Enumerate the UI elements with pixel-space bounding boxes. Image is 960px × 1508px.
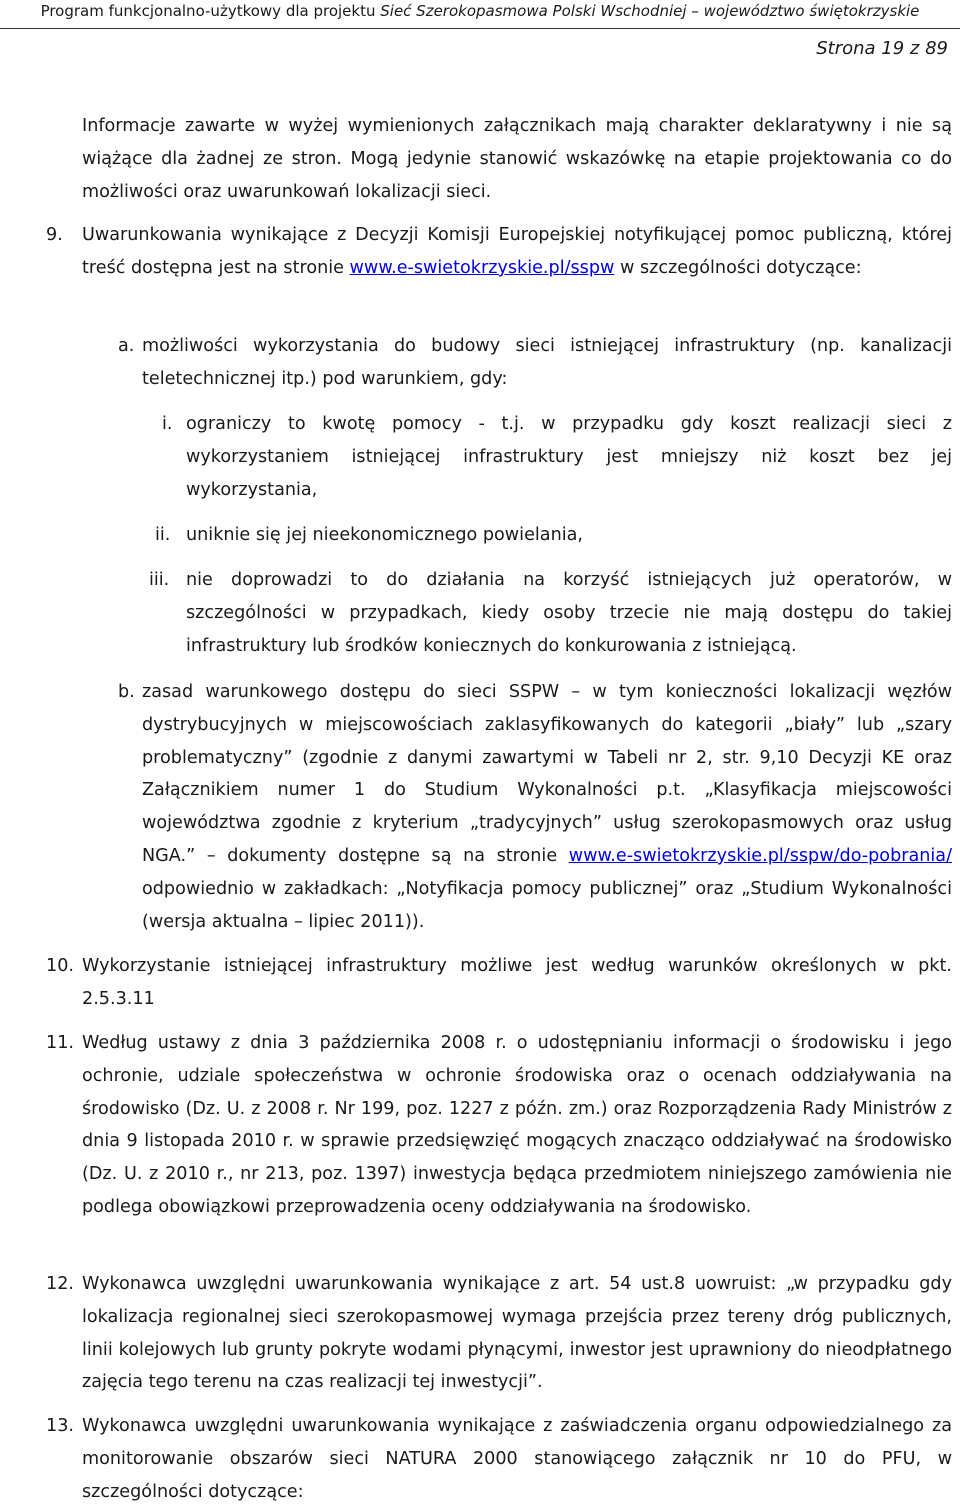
item-9a-text: możliwości wykorzystania do budowy sieci istniejącej infrastruktury (np. kanalizacji teletechnicznej itp.) pod warunkiem, gdy: bbox=[142, 336, 952, 389]
item-10-number: 10. bbox=[46, 956, 74, 976]
item-13-number: 13. bbox=[46, 1416, 74, 1436]
page-header bbox=[0, 0, 960, 29]
sspw-link[interactable]: www.e-swietokrzyskie.pl/sspw bbox=[349, 257, 615, 278]
item-12-text: Wykonawca uwzględni uwarunkowania wynikające z art. 54 ust.8 uowruist: „w przypadku gdy lokalizacja regionalnej sieci szerokopasmowej wymaga przejścia przez tereny dróg publicznych, linii kolejowych lub grunty pokryte wodami płynącymi, inwestor jest uprawniony do nieodpłatnego zajęcia tego terenu na czas realizacji tej inwestycji”. bbox=[82, 1274, 952, 1393]
item-9a-iii-label: iii. bbox=[149, 570, 170, 590]
page-number: Strona 19 z 89 bbox=[816, 38, 948, 59]
item-9-text bbox=[82, 219, 952, 285]
download-link[interactable]: www.e-swietokrzyskie.pl/sspw/do-pobrania/ bbox=[568, 845, 952, 866]
item-10-text: Wykorzystanie istniejącej infrastruktury możliwe jest według warunków określonych w pkt. 2.5.3.11 bbox=[82, 956, 952, 1009]
item-9a-ii-label: ii. bbox=[155, 525, 171, 545]
intro-paragraph: Informacje zawarte w wyżej wymienionych załącznikach mają charakter deklaratywny i nie są wiążące dla żadnej ze stron. Mogą jedynie stanowić wskazówkę na etapie projektowania co do możliwości oraz uwarunkowań lokalizacji sieci. bbox=[82, 116, 952, 202]
item-9-text-after: w szczególności dotyczące: bbox=[614, 257, 862, 278]
header-project: Sieć Szerokopasmowa Polski Wschodniej – województwo świętokrzyskie bbox=[380, 2, 920, 20]
item-9a-i-text: ograniczy to kwotę pomocy - t.j. w przypadku gdy koszt realizacji sieci z wykorzystaniem istniejącej infrastruktury jest mniejszy niż koszt bez jej wykorzystania, bbox=[186, 414, 952, 500]
header-prefix: Program funkcjonalno-użytkowy dla projektu bbox=[40, 2, 381, 20]
item-9a-iii-text: nie doprowadzi to do działania na korzyść istniejących już operatorów, w szczególności w przypadkach, kiedy osoby trzecie nie mają dostępu do takiej infrastruktury lub środków koniecznych do konkurowania z istniejącą. bbox=[186, 570, 952, 656]
item-9-text-before: Uwarunkowania wynikające z Decyzji Komisji Europejskiej notyfikującej pomoc publiczną, której treść dostępna jest na stronie bbox=[82, 225, 952, 278]
item-9-number: 9. bbox=[46, 225, 63, 245]
item-9b-label: b. bbox=[118, 682, 135, 702]
item-11-number: 11. bbox=[46, 1033, 74, 1053]
item-9a-label: a. bbox=[118, 336, 135, 356]
item-9a-i-label: i. bbox=[162, 414, 173, 434]
item-12-number: 12. bbox=[46, 1274, 74, 1294]
item-9b-text bbox=[142, 676, 952, 938]
item-9b-text-before: zasad warunkowego dostępu do sieci SSPW – w tym konieczności lokalizacji węzłów dystrybucyjnych w miejscowościach zaklasyfikowanych do kategorii „biały” lub „szary problematyczny” (zgodnie z danymi zawartymi w Tabeli nr 2, str. 9,10 Decyzji KE oraz Załącznikiem numer 1 do Studium Wykonalności p.t. „Klasyfikacja miejscowości województwa zgodnie z kryterium „tradycyjnych” usług szerokopasmowych oraz usług NGA.” – dokumenty dostępne są na stronie bbox=[142, 682, 952, 866]
item-9b-text-after: odpowiednio w zakładkach: „Notyfikacja pomocy publicznej” oraz „Studium Wykonalności (wersja aktualna – lipiec 2011)). bbox=[142, 878, 952, 932]
item-9a-ii-text: uniknie się jej nieekonomicznego powielania, bbox=[186, 525, 583, 545]
item-13-text: Wykonawca uwzględni uwarunkowania wynikające z zaświadczenia organu odpowiedzialnego za monitorowanie obszarów sieci NATURA 2000 stanowiącego załącznik nr 10 do PFU, w szczególności dotyczące: bbox=[82, 1416, 952, 1502]
item-11-text: Według ustawy z dnia 3 października 2008 r. o udostępnianiu informacji o środowisku i jego ochronie, udziale społeczeństwa w ochronie środowiska oraz o ocenach oddziaływania na środowisko (Dz. U. z 2008 r. Nr 199, poz. 1227 z późn. zm.) oraz Rozporządzenia Rady Ministrów z dnia 9 listopada 2010 r. w sprawie przedsięwzięć mogących znacząco oddziaływać na środowisko (Dz. U. z 2010 r., nr 213, poz. 1397) inwestycja będąca przedmiotem niniejszego zamówienia nie podlega obowiązkowi przeprowadzenia oceny oddziaływania na środowisko. bbox=[82, 1033, 952, 1217]
